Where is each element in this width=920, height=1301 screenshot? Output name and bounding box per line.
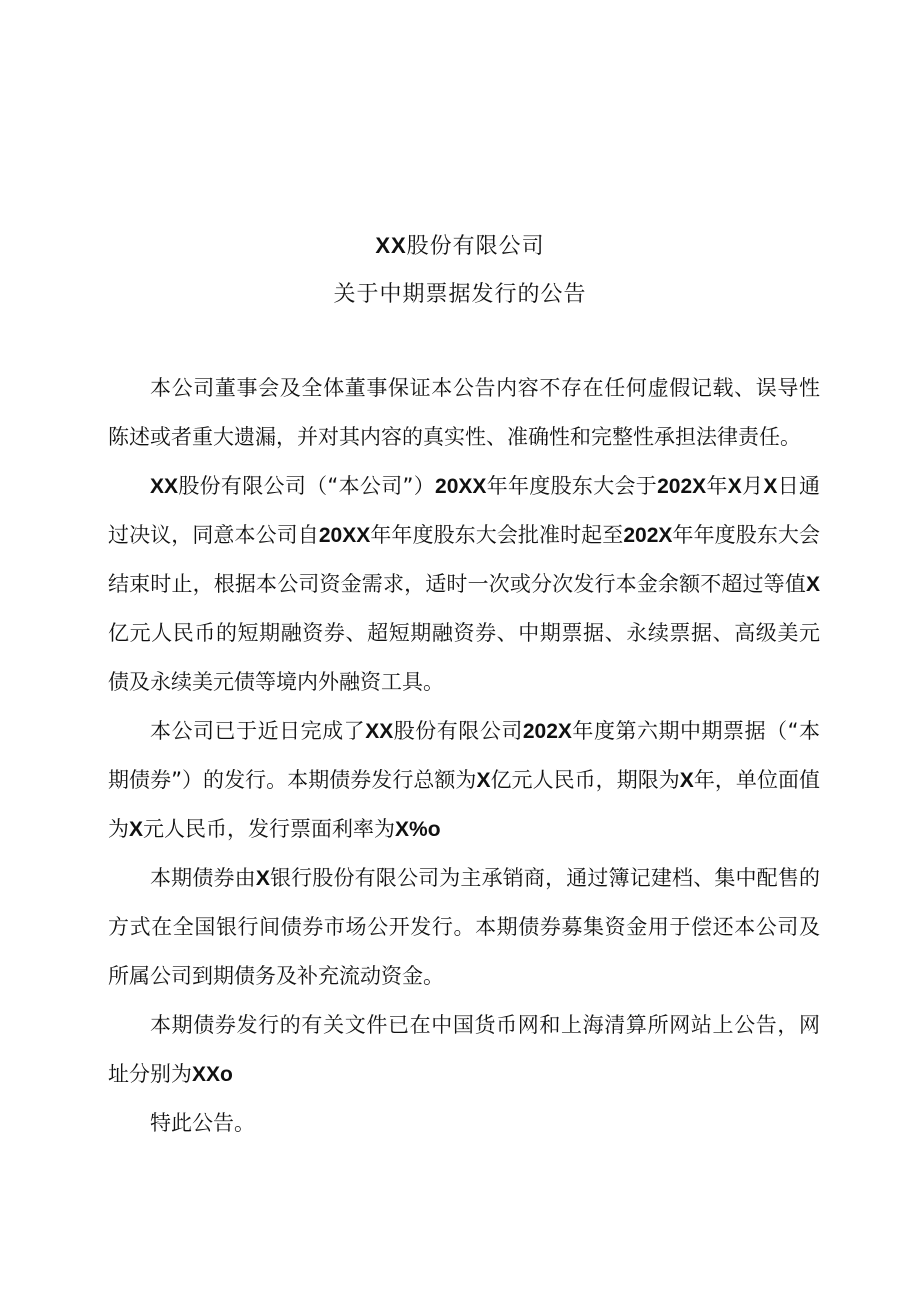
paragraph-underwriter-and-use-of-proceeds: 本期债券由X银行股份有限公司为主承销商，通过簿记建档、集中配售的方式在全国银行间债券市场公开发行。本期债券募集资金用于偿还本公司及所属公司到期债务及补充流动资金。 [108, 866, 821, 988]
closing-statement: 特此公告。 [150, 1111, 255, 1135]
announcement-title [0, 222, 920, 319]
paragraph-shareholder-resolution: XX股份有限公司（“本公司”）20XX年年度股东大会于202X年X月X日通过决议，同意本公司自20XX年年度股东大会批准时起至202X年年度股东大会结束时止，根据本公司资金需求，适时一次或分次发行本金余额不超过等值X亿元人民币的短期融资券、超短期融资券、中期票据、永续票据、高级美元债及永续美元债等境内外融资工具。 [108, 474, 821, 694]
announcement-subject-title: 关于中期票据发行的公告 [333, 282, 587, 307]
paragraph-board-statement: 本公司董事会及全体董事保证本公告内容不存在任何虚假记载、误导性陈述或者重大遗漏，并对其内容的真实性、准确性和完整性承担法律责任。 [108, 376, 820, 449]
company-name-title: XX股份有限公司 [375, 233, 545, 259]
paragraph-disclosure-websites: 本期债券发行的有关文件已在中国货币网和上海清算所网站上公告，网址分别为XXo [108, 1013, 820, 1086]
announcement-body [108, 364, 820, 1148]
paragraph-issuance-details: 本公司已于近日完成了XX股份有限公司202X年度第六期中期票据（“本期债券”）的发行。本期债券发行总额为X亿元人民币，期限为X年，单位面值为X元人民币，发行票面利率为X%o [108, 719, 821, 841]
